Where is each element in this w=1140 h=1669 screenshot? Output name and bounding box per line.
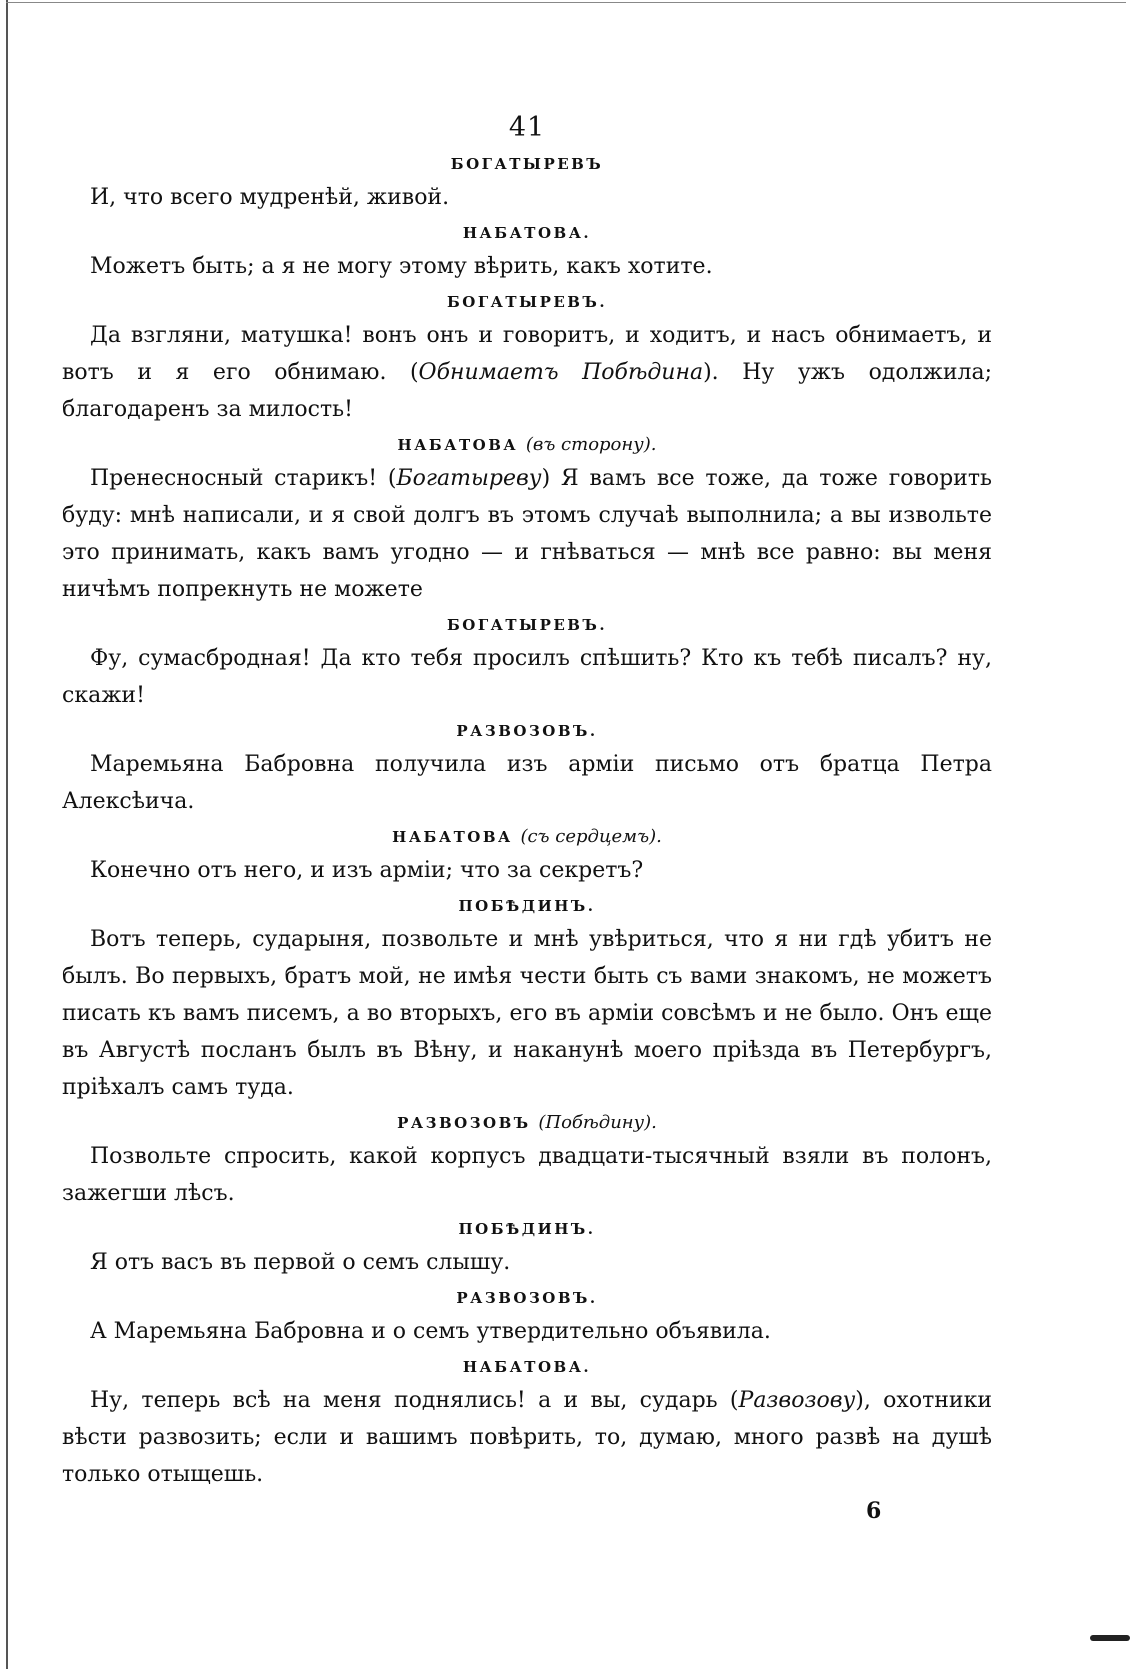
dialogue-text: Да взгляни, матушка! вонъ онъ и говоритъ, и ходитъ, и насъ обнимаетъ, и вотъ и я его обнимаю. ( [62, 323, 992, 385]
dialogue-line: И, что всего мудренѣй, живой. [90, 185, 450, 210]
speaker-heading [62, 1356, 992, 1378]
stage-direction: Обнимаетъ Побѣдина [418, 360, 704, 385]
speaker-heading [62, 1287, 992, 1309]
speaker-name: НАБАТОВА. [462, 224, 592, 242]
dialogue-line: Позвольте спросить, какой корпусъ двадцати-тысячный взяли въ полонъ, зажегши лѣсъ. [62, 1144, 992, 1206]
speaker-direction: (въ сторону). [525, 434, 657, 455]
dialogue-line: Я отъ васъ въ первой о семъ слышу. [90, 1250, 511, 1275]
dialogue-line: Вотъ теперь, сударыня, позвольте и мнѣ увѣриться, что я ни гдѣ убитъ не былъ. Во первыхъ, братъ мой, не имѣя чести быть съ вами знакомъ, не можетъ писать къ вамъ писемъ, а во вторыхъ, его въ арміи совсѣмъ и не было. Онъ еще въ Августѣ посланъ былъ въ Вѣну, и наканунѣ моего пріѣзда въ Петербургъ, пріѣхалъ самъ туда. [62, 927, 992, 1100]
speaker-direction: (Побѣдину). [538, 1112, 657, 1133]
page-left-edge [6, 0, 8, 1669]
dialogue-text: Ну, теперь всѣ на меня поднялись! а и вы, сударь ( [90, 1388, 739, 1413]
speaker-heading [62, 614, 992, 636]
dialogue-text: Пренесносный старикъ! ( [90, 466, 397, 491]
speaker-name: НАБАТОВА [392, 828, 513, 846]
dialogue-line [62, 317, 992, 428]
speaker-name: ПОБѢДИНЪ. [458, 1220, 596, 1238]
speaker-name: НАБАТОВА. [462, 1358, 592, 1376]
speaker-name: РАЗВОЗОВЪ [397, 1114, 531, 1132]
corner-mark [1090, 1635, 1130, 1641]
speaker-name: НАБАТОВА [397, 436, 519, 454]
page-content [62, 112, 992, 1499]
dialogue-line: Можетъ быть; а я не могу этому вѣрить, какъ хотите. [90, 254, 713, 279]
speaker-direction: (съ сердцемъ). [520, 826, 662, 847]
dialogue-line: Маремьяна Бабровна получила изъ арміи письмо отъ братца Петра Алексѣича. [62, 752, 992, 814]
dialogue-line: Конечно отъ него, и изъ арміи; что за секретъ? [90, 858, 644, 883]
dialogue-text: ), охотники вѣсти развозить; если и вашимъ повѣрить, то, думаю, много развѣ на душѣ только отыщешь. [62, 1388, 992, 1487]
speaker-name: БОГАТЫРЕВЪ [450, 155, 604, 173]
speaker-heading [62, 153, 992, 175]
speaker-name: БОГАТЫРЕВЪ. [446, 293, 608, 311]
stage-direction: Развозову [738, 1388, 856, 1413]
speaker-heading [62, 826, 992, 848]
page-number: 41 [508, 112, 546, 143]
speaker-heading [62, 1218, 992, 1240]
speaker-name: БОГАТЫРЕВЪ. [446, 616, 608, 634]
dialogue-line: А Маремьяна Бабровна и о семъ утвердительно объявила. [90, 1319, 771, 1344]
dialogue-line: Фу, сумасбродная! Да кто тебя просилъ спѣшить? Кто къ тебѣ писалъ? ну, скажи! [62, 646, 992, 708]
speaker-heading [62, 720, 992, 742]
speaker-name: РАЗВОЗОВЪ. [456, 1289, 598, 1307]
page-top-edge [6, 2, 1126, 3]
speaker-name: РАЗВОЗОВЪ. [456, 722, 598, 740]
speaker-heading [62, 1112, 992, 1134]
speaker-heading [62, 291, 992, 313]
speaker-heading [62, 222, 992, 244]
dialogue-text: ). Ну ужъ одолжила; благодаренъ за милость! [62, 360, 992, 422]
dialogue-line [62, 1382, 992, 1493]
speaker-heading [62, 895, 992, 917]
dialogue-line [62, 460, 992, 608]
dialogue-text: ) Я вамъ все тоже, да тоже говорить буду: мнѣ написали, и я свой долгъ въ этомъ случаѣ выполнила; а вы извольте это принимать, какъ вамъ угодно — и гнѣваться — мнѣ все равно: вы меня ничѣмъ попрекнуть не можете [62, 466, 992, 602]
speaker-name: ПОБѢДИНЪ. [458, 897, 596, 915]
speaker-heading [62, 434, 992, 456]
stage-direction: Богатыреву [396, 466, 542, 491]
signature-mark: 6 [866, 1498, 882, 1524]
